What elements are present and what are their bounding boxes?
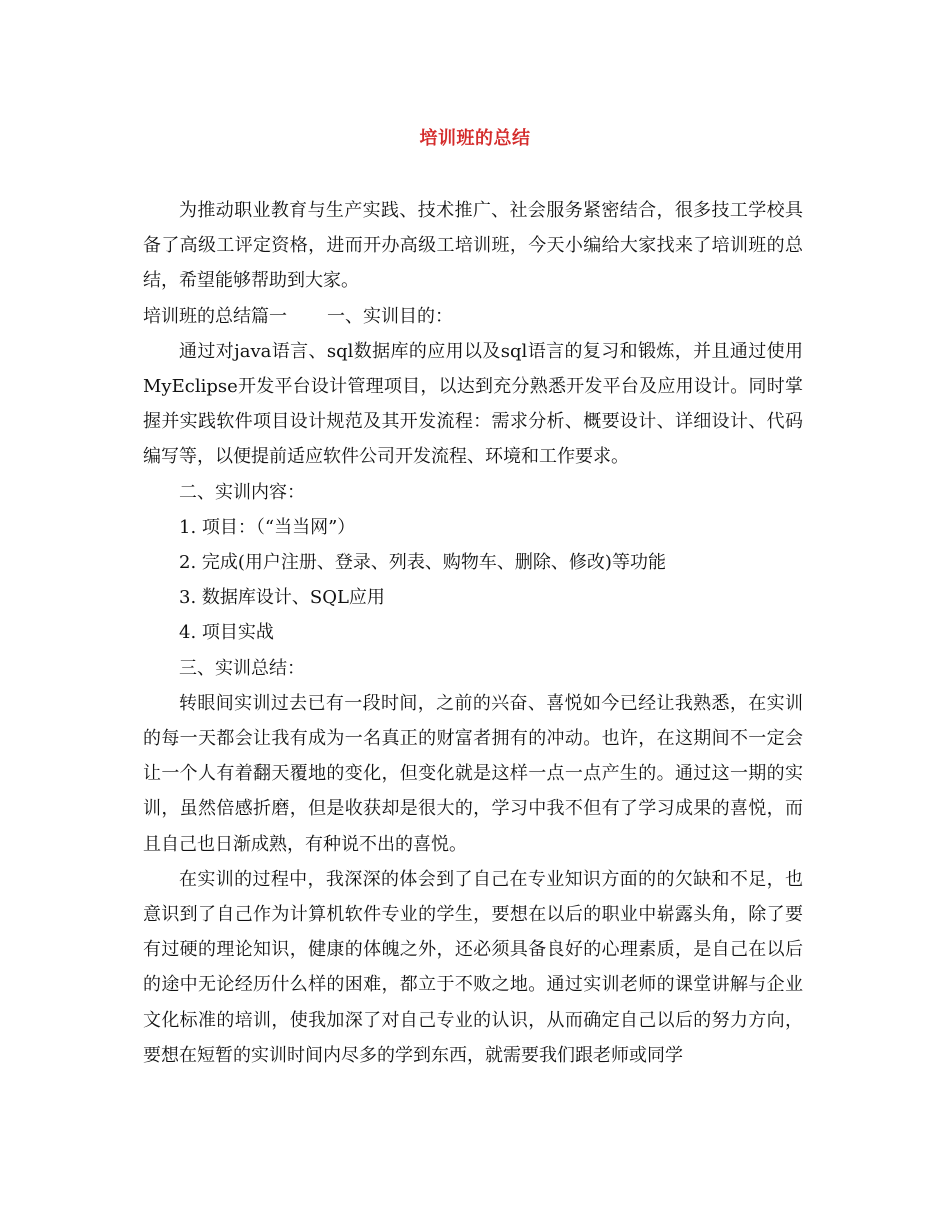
list-item: 1. 项目：（“当当网”） bbox=[179, 516, 356, 538]
section-title: 培训班的总结篇一 bbox=[143, 305, 287, 327]
heading-content: 二、实训内容： bbox=[179, 481, 305, 503]
document-title: 培训班的总结 bbox=[419, 128, 531, 149]
list-item: 3. 数据库设计、SQL应用 bbox=[179, 587, 385, 609]
summary-paragraph-1: 转眼间实训过去已有一段时间，之前的兴奋、喜悦如今已经让我熟悉，在实训的每一天都会让我有成为一名真正的财富者拥有的冲动。也许，在这期间不一定会让一个人有着翻天覆地的变化，但变化就是这样一点一点产生的。通过这一期的实训，虽然倍感折磨，但是收获却是很大的，学习中我不但有了学习成果的喜悦，而且自己也日渐成熟，有种说不出的喜悦。 bbox=[143, 692, 803, 855]
intro-paragraph: 为推动职业教育与生产实践、技术推广、社会服务紧密结合，很多技工学校具备了高级工评定资格，进而开办高级工培训班，今天小编给大家找来了培训班的总结，希望能够帮助到大家。 bbox=[143, 200, 803, 292]
list-item: 2. 完成(用户注册、登录、列表、购物车、删除、修改)等功能 bbox=[179, 552, 666, 574]
list-item: 4. 项目实战 bbox=[179, 622, 274, 644]
heading-spacer bbox=[287, 299, 327, 334]
section-heading-line bbox=[143, 299, 803, 334]
purpose-paragraph: 通过对java语言、sql数据库的应用以及sql语言的复习和锻炼，并且通过使用MyEclipse开发平台设计管理项目，以达到充分熟悉开发平台及应用设计。同时掌握并实践软件项目设计规范及其开发流程：需求分析、概要设计、详细设计、代码编写等，以便提前适应软件公司开发流程、环境和工作要求。 bbox=[143, 340, 803, 468]
heading-summary: 三、实训总结： bbox=[179, 657, 305, 679]
document-body bbox=[143, 193, 803, 1073]
heading-purpose: 一、实训目的： bbox=[327, 305, 453, 327]
summary-paragraph-2: 在实训的过程中，我深深的体会到了自己在专业知识方面的的欠缺和不足，也意识到了自己作为计算机软件专业的学生，要想在以后的职业中崭露头角，除了要有过硬的理论知识，健康的体魄之外，还必须具备良好的心理素质，是自己在以后的途中无论经历什么样的困难，都立于不败之地。通过实训老师的课堂讲解与企业文化标准的培训，使我加深了对自己专业的认识，从而确定自己以后的努力方向，要想在短暂的实训时间内尽多的学到东西，就需要我们跟老师或同学 bbox=[143, 868, 803, 1066]
